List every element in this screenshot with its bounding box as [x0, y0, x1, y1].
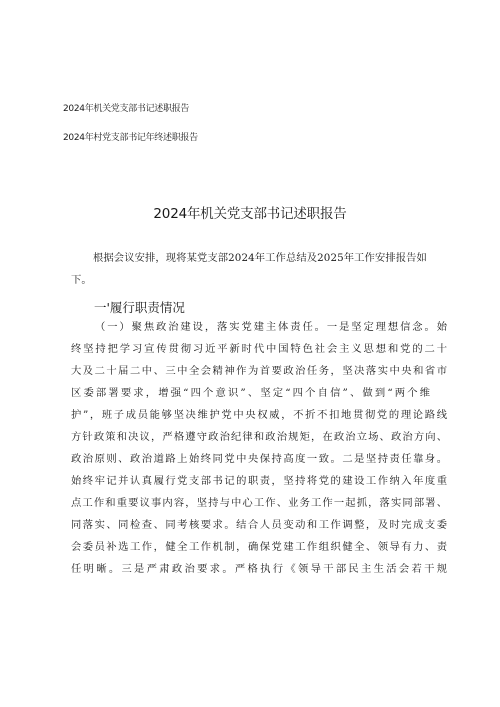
body-line: 终坚持把学习宣传贯彻习近平新时代中国特色社会主义思想和党的二十 [71, 343, 447, 355]
body-line: 点工作和重要议事内容，坚持与中心工作、业务工作一起抓，落实同部署、 [71, 497, 447, 509]
intro-paragraph: 根据会议安排，现将某党支部2024年工作总结及2025年工作安排报告如下。 [71, 252, 427, 286]
body-line: 政治原则、政治道路上始终同党中央保持高度一致。二是坚持责任靠身。 [71, 453, 447, 465]
body-line: 始终牢记并认真履行党支部书记的职责，坚持将党的建设工作纳入年度重 [71, 475, 447, 487]
body-line: 同落实、同检查、同考核要求。结合人员变动和工作调整，及时完成支委 [71, 519, 447, 531]
body-line: 区委部署要求，增强“四个意识”、坚定“四个自信”、做到“两个维 [71, 387, 430, 399]
body-line: 任明晰。三是严肃政治要求。严格执行《领导干部民主生活会若干规 [71, 563, 447, 575]
body-line: 大及二十届二中、三中全会精神作为首要政治任务，坚决落实中央和省市 [71, 365, 447, 377]
toc-item[interactable]: 2024年村党支部书记年终述职报告 [63, 133, 198, 143]
body-line: （一）聚焦政治建设，落实党建主体责任。一是坚定理想信念。始 [95, 321, 447, 333]
section-heading: 一'履行职责情况 [94, 300, 185, 315]
document-title: 2024年机关党支部书记述职报告 [153, 206, 347, 222]
body-line: 方针政策和决议，严格遵守政治纪律和政治规矩，在政治立场、政治方向、 [71, 431, 447, 443]
toc-item[interactable]: 2024年机关党支部书记述职报告 [63, 104, 190, 114]
body-line: 护”，班子成员能够坚决维护党中央权威，不折不扣地贯彻党的理论路线 [71, 409, 447, 421]
body-line: 会委员补选工作，健全工作机制，确保党建工作组织健全、领导有力、责 [71, 541, 447, 553]
